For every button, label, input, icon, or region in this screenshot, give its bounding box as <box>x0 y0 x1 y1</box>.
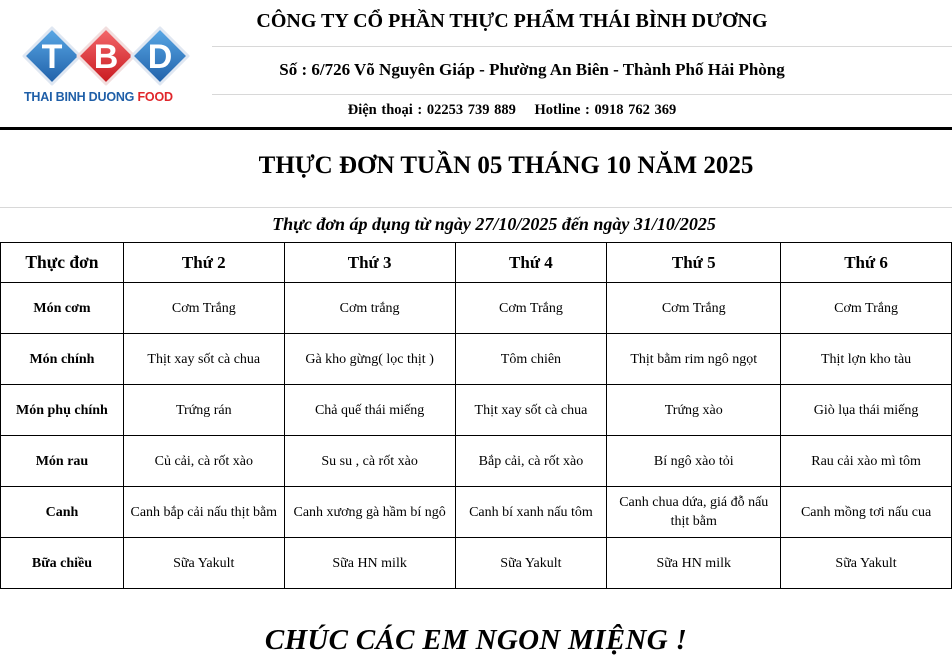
logo-diamond-t <box>24 28 80 84</box>
weekly-menu-table <box>0 242 952 589</box>
row-label: Món rau <box>1 436 124 487</box>
menu-title: THỰC ĐƠN TUẦN 05 THÁNG 10 NĂM 2025 <box>258 152 754 179</box>
table-row <box>1 334 952 385</box>
row-label: Món cơm <box>1 283 124 334</box>
table-cell: Bắp cải, cà rốt xào <box>455 436 607 487</box>
table-cell: Tôm chiên <box>455 334 607 385</box>
column-header: Thứ 6 <box>781 243 952 283</box>
column-header: Thứ 2 <box>123 243 284 283</box>
logo-diamond-d <box>132 28 188 84</box>
table-cell: Thịt xay sốt cà chua <box>123 334 284 385</box>
table-cell: Sữa HN milk <box>284 538 455 589</box>
table-cell: Thịt xay sốt cà chua <box>455 385 607 436</box>
row-label: Bữa chiều <box>1 538 124 589</box>
table-cell: Sữa HN milk <box>607 538 781 589</box>
table-row <box>1 436 952 487</box>
logo-letter-d: D <box>147 38 173 76</box>
logo-caption-accent: FOOD <box>137 90 173 104</box>
header-divider <box>212 94 952 95</box>
table-row <box>1 487 952 538</box>
table-row <box>1 283 952 334</box>
table-cell: Su su , cà rốt xào <box>284 436 455 487</box>
column-header: Thứ 5 <box>607 243 781 283</box>
logo-diamond-b <box>78 28 134 84</box>
column-header: Thứ 4 <box>455 243 607 283</box>
logo-letter-t: T <box>41 38 63 76</box>
table-cell: Củ cải, cà rốt xào <box>123 436 284 487</box>
table-cell: Thịt lợn kho tàu <box>781 334 952 385</box>
table-cell: Trứng xào <box>607 385 781 436</box>
row-label: Món chính <box>1 334 124 385</box>
menu-date-range: Thực đơn áp dụng từ ngày 27/10/2025 đến ngày 31/10/2025 <box>272 214 716 234</box>
company-address: Số : 6/726 Võ Nguyên Giáp - Phường An Biên - Thành Phố Hải Phòng <box>279 60 785 79</box>
header-divider <box>212 46 952 47</box>
table-cell: Sữa Yakult <box>781 538 952 589</box>
company-name: CÔNG TY CỔ PHẦN THỰC PHẨM THÁI BÌNH DƯƠNG <box>256 10 768 32</box>
table-cell: Cơm Trắng <box>455 283 607 334</box>
logo-letter-b: B <box>93 38 119 76</box>
header <box>0 0 952 128</box>
phone-number: Điện thoại : 02253 739 889 <box>347 102 516 118</box>
column-header: Thực đơn <box>1 243 124 283</box>
logo-caption-main: THAI BINH DUONG <box>24 90 135 104</box>
table-cell: Sữa Yakult <box>455 538 607 589</box>
table-cell: Canh xương gà hầm bí ngô <box>284 487 455 538</box>
logo-caption <box>24 90 194 104</box>
table-row <box>1 538 952 589</box>
footer-greeting: CHÚC CÁC EM NGON MIỆNG ! <box>264 624 688 656</box>
row-label: Canh <box>1 487 124 538</box>
table-cell: Cơm Trắng <box>781 283 952 334</box>
contact-line <box>212 102 812 119</box>
table-cell: Canh mồng tơi nấu cua <box>781 487 952 538</box>
table-cell: Sữa Yakult <box>123 538 284 589</box>
table-cell: Canh bắp cải nấu thịt bằm <box>123 487 284 538</box>
table-cell: Giò lụa thái miếng <box>781 385 952 436</box>
table-cell: Bí ngô xào tỏi <box>607 436 781 487</box>
table-cell: Cơm Trắng <box>607 283 781 334</box>
table-cell: Rau cải xào mì tôm <box>781 436 952 487</box>
row-label: Món phụ chính <box>1 385 124 436</box>
table-cell: Canh bí xanh nấu tôm <box>455 487 607 538</box>
table-row <box>1 385 952 436</box>
hotline-number: Hotline : 0918 762 369 <box>534 102 677 118</box>
table-cell: Chả quế thái miếng <box>284 385 455 436</box>
header-rule <box>0 127 952 130</box>
table-cell: Canh chua dứa, giá đỗ nấu thịt bằm <box>607 487 781 538</box>
column-header: Thứ 3 <box>284 243 455 283</box>
table-header-row <box>1 243 952 283</box>
table-cell: Gà kho gừng( lọc thịt ) <box>284 334 455 385</box>
title-divider <box>0 207 952 208</box>
table-cell: Thịt bằm rim ngô ngọt <box>607 334 781 385</box>
table-cell: Cơm Trắng <box>123 283 284 334</box>
table-cell: Trứng rán <box>123 385 284 436</box>
table-cell: Cơm trắng <box>284 283 455 334</box>
